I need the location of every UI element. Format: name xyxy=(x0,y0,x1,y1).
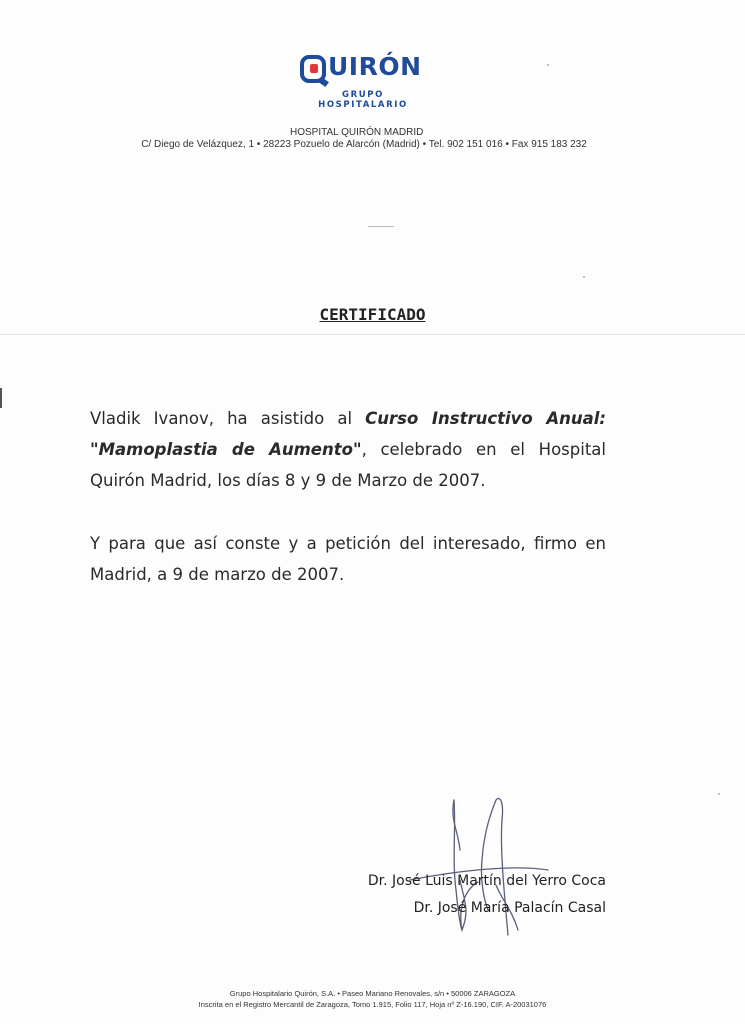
signer-name: Dr. José María Palacín Casal xyxy=(413,900,606,916)
scan-edge-mark xyxy=(0,388,2,408)
course-name: Curso Instructivo Anual: "Mamoplastia de Aumento" xyxy=(90,409,606,459)
logo-q-icon xyxy=(300,55,326,83)
certificate-body xyxy=(90,403,606,496)
logo-cross-icon xyxy=(310,64,318,73)
logo-wordmark: UIRÓN xyxy=(328,52,422,81)
paper-fold-line xyxy=(0,334,745,335)
signer-name: Dr. José Luis Martín del Yerro Coca xyxy=(367,873,606,889)
event-details: , celebrado en el Hospital Quirón Madrid, los días 8 y 9 de Marzo de 2007. xyxy=(90,440,606,490)
hospital-name: HOSPITAL QUIRÓN MADRID xyxy=(290,127,424,138)
quiron-logo xyxy=(300,52,426,110)
hospital-address: C/ Diego de Velázquez, 1 • 28223 Pozuelo de Alarcón (Madrid) • Tel. 902 151 016 • Fax 915 183 232 xyxy=(141,139,587,150)
logo-subtitle: GRUPO HOSPITALARIO xyxy=(318,90,408,110)
speck xyxy=(583,276,585,278)
attendee-text: Vladik Ivanov, ha asistido al xyxy=(90,409,366,428)
handwritten-signature xyxy=(400,790,560,940)
speck xyxy=(547,64,549,66)
footer-company: Grupo Hospitalario Quirón, S.A. • Paseo Mariano Renovales, s/n • 50006 ZARAGOZA xyxy=(229,989,516,998)
document-title: CERTIFICADO xyxy=(319,305,426,324)
footer-registry: Inscrita en el Registro Mercantil de Zaragoza, Tomo 1.915, Folio 117, Hoja nº Z-16.190, CIF. A-20031076 xyxy=(198,1000,547,1009)
closing-statement: Y para que así conste y a petición del interesado, firmo en Madrid, a 9 de marzo de 2007. xyxy=(90,534,606,584)
speck xyxy=(718,793,720,795)
stray-mark xyxy=(368,226,394,227)
